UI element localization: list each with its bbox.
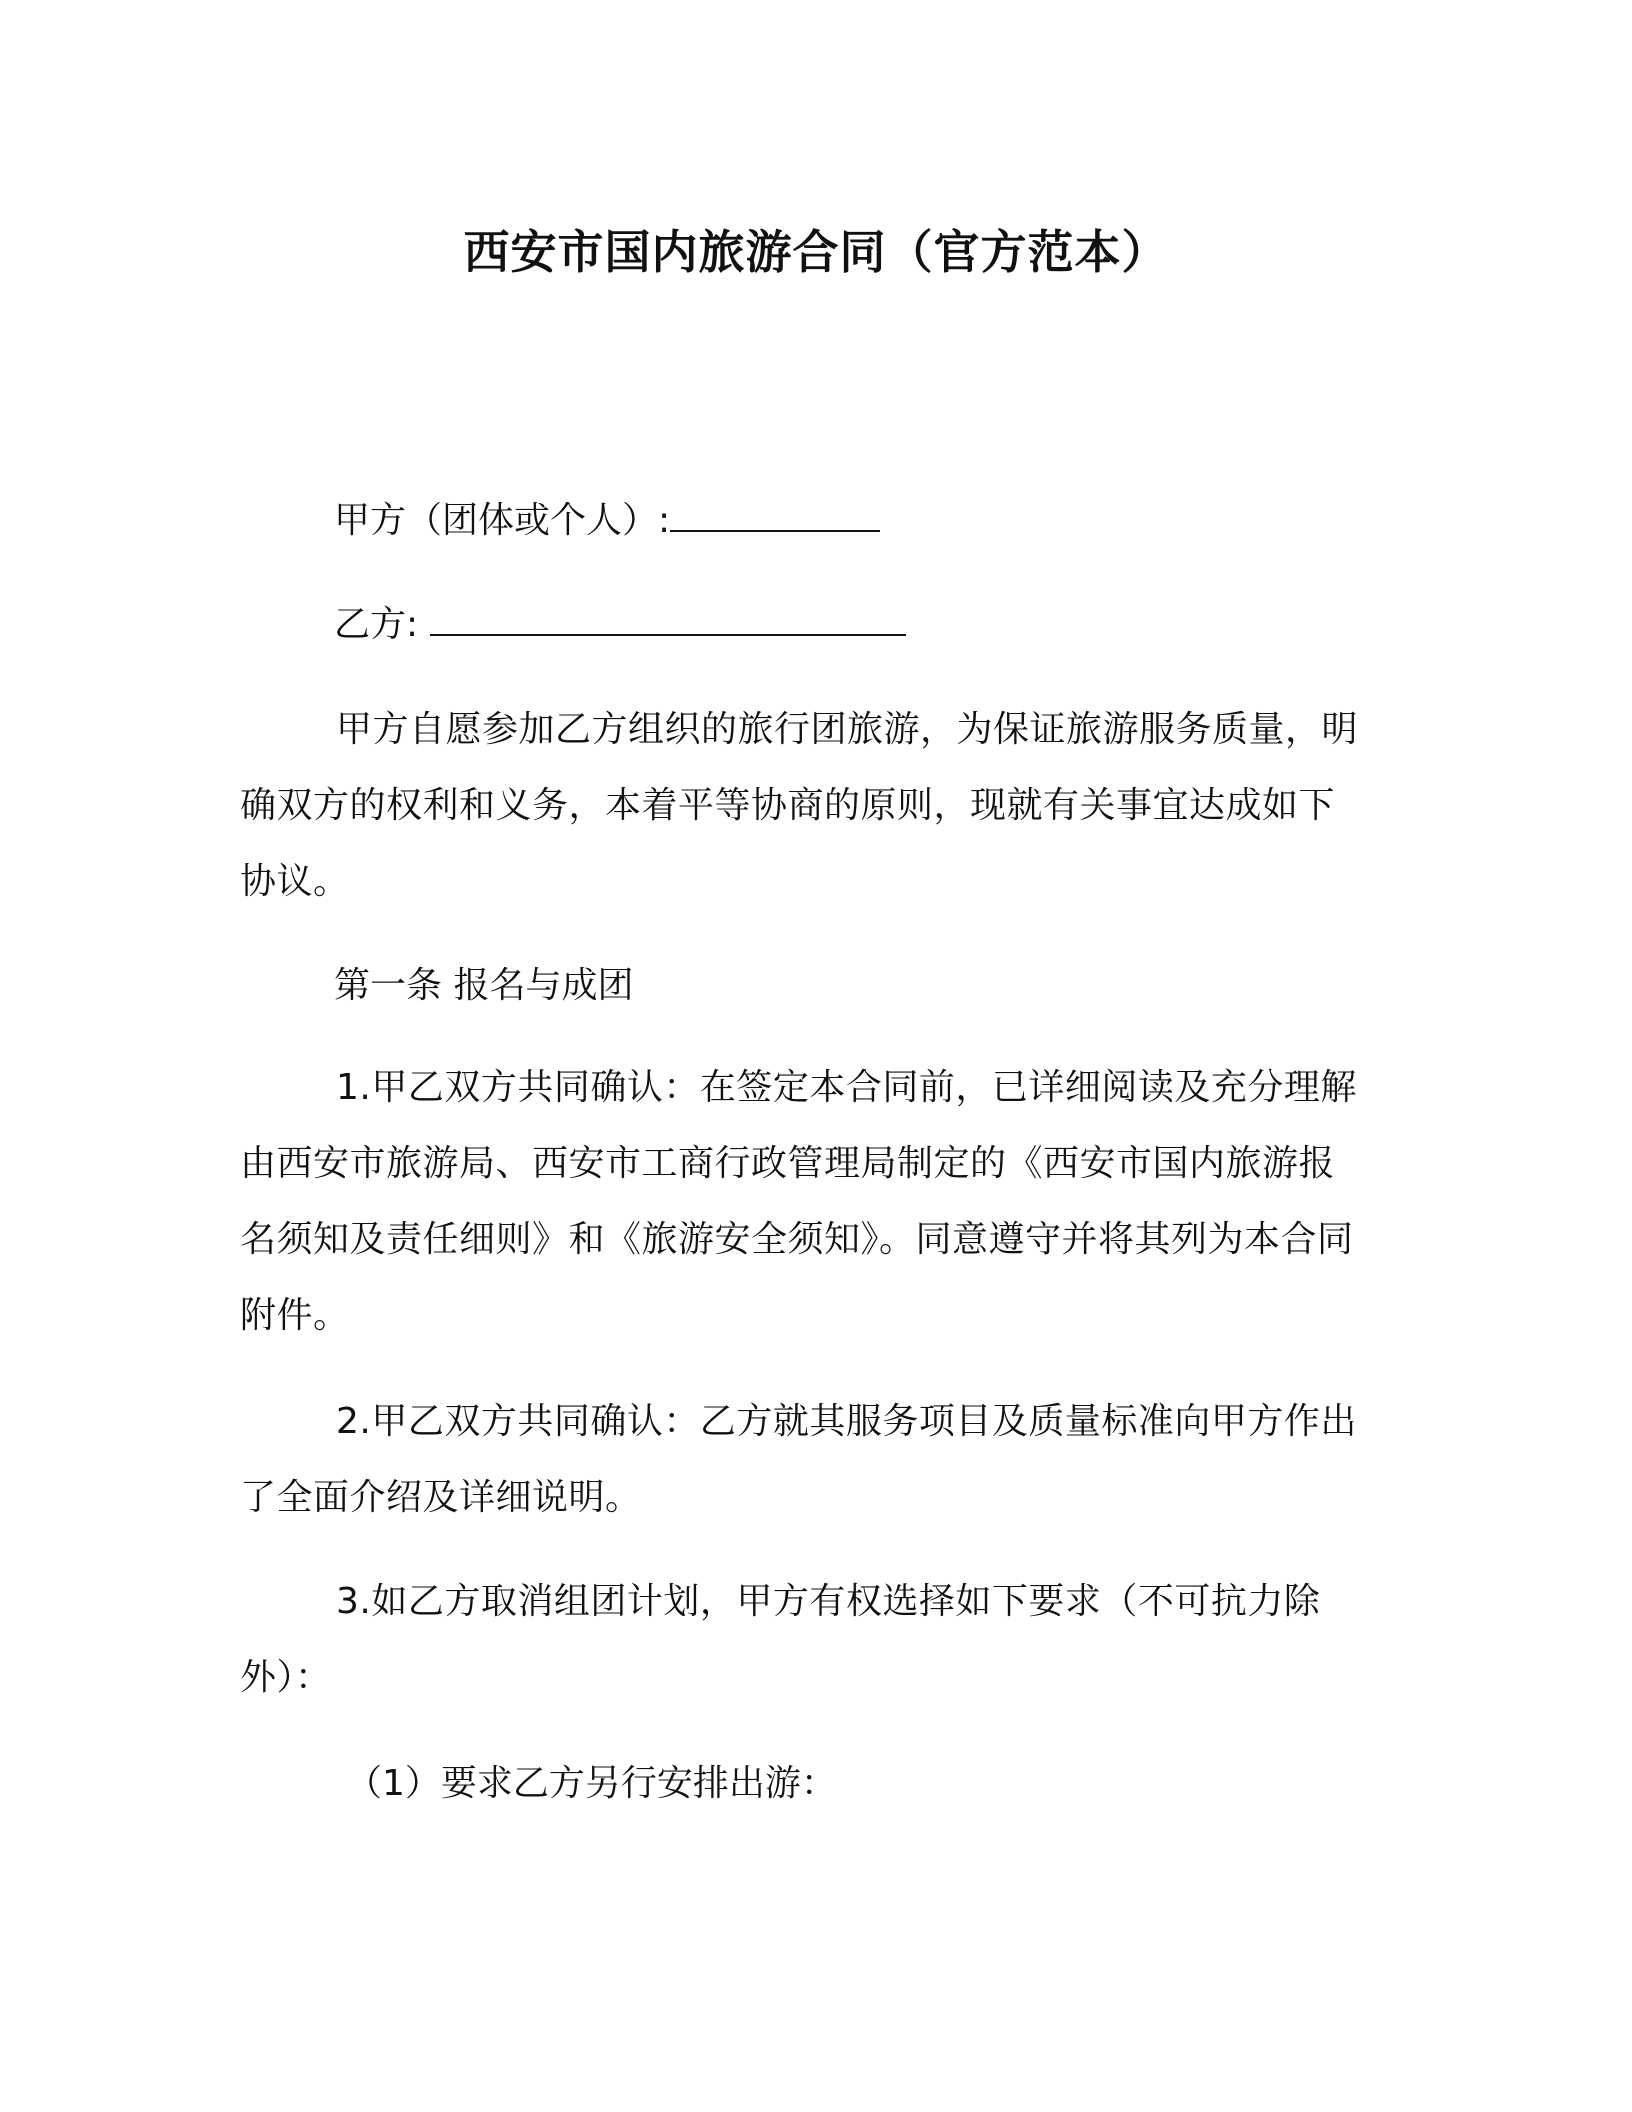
party-a-label: 甲方（团体或个人）:: [334, 500, 671, 541]
clause-3-paragraph: 3.如乙方取消组团计划，甲方有权选择如下要求（不可抗力除外）：: [240, 1581, 1321, 1698]
party-a-line: [334, 496, 880, 545]
clause-2-paragraph: 2.甲乙双方共同确认：乙方就其服务项目及质量标准向甲方作出了全面介绍及详细说明。: [240, 1401, 1357, 1518]
intro-paragraph: 甲方自愿参加乙方组织的旅行团旅游，为保证旅游服务质量，明确双方的权利和义务，本着平等协商的原则，现就有关事宜达成如下协议。: [240, 709, 1359, 902]
party-b-line: [334, 600, 906, 649]
party-b-blank[interactable]: [430, 600, 906, 636]
clause-1-paragraph: 1.甲乙双方共同确认：在签定本合同前，已详细阅读及充分理解由西安市旅游局、西安市工商行政管理局制定的《西安市国内旅游报名须知及责任细则》和《旅游安全须知》。同意遵守并将其列为本合同附件。: [240, 1067, 1357, 1336]
document-title: 西安市国内旅游合同（官方范本）: [463, 225, 1169, 279]
party-a-blank[interactable]: [670, 496, 880, 532]
clause-3-item-1: （1）要求乙方另行安排出游：: [346, 1763, 837, 1804]
party-b-label: 乙方:: [334, 604, 419, 645]
article-1-heading: 第一条 报名与成团: [334, 965, 634, 1006]
